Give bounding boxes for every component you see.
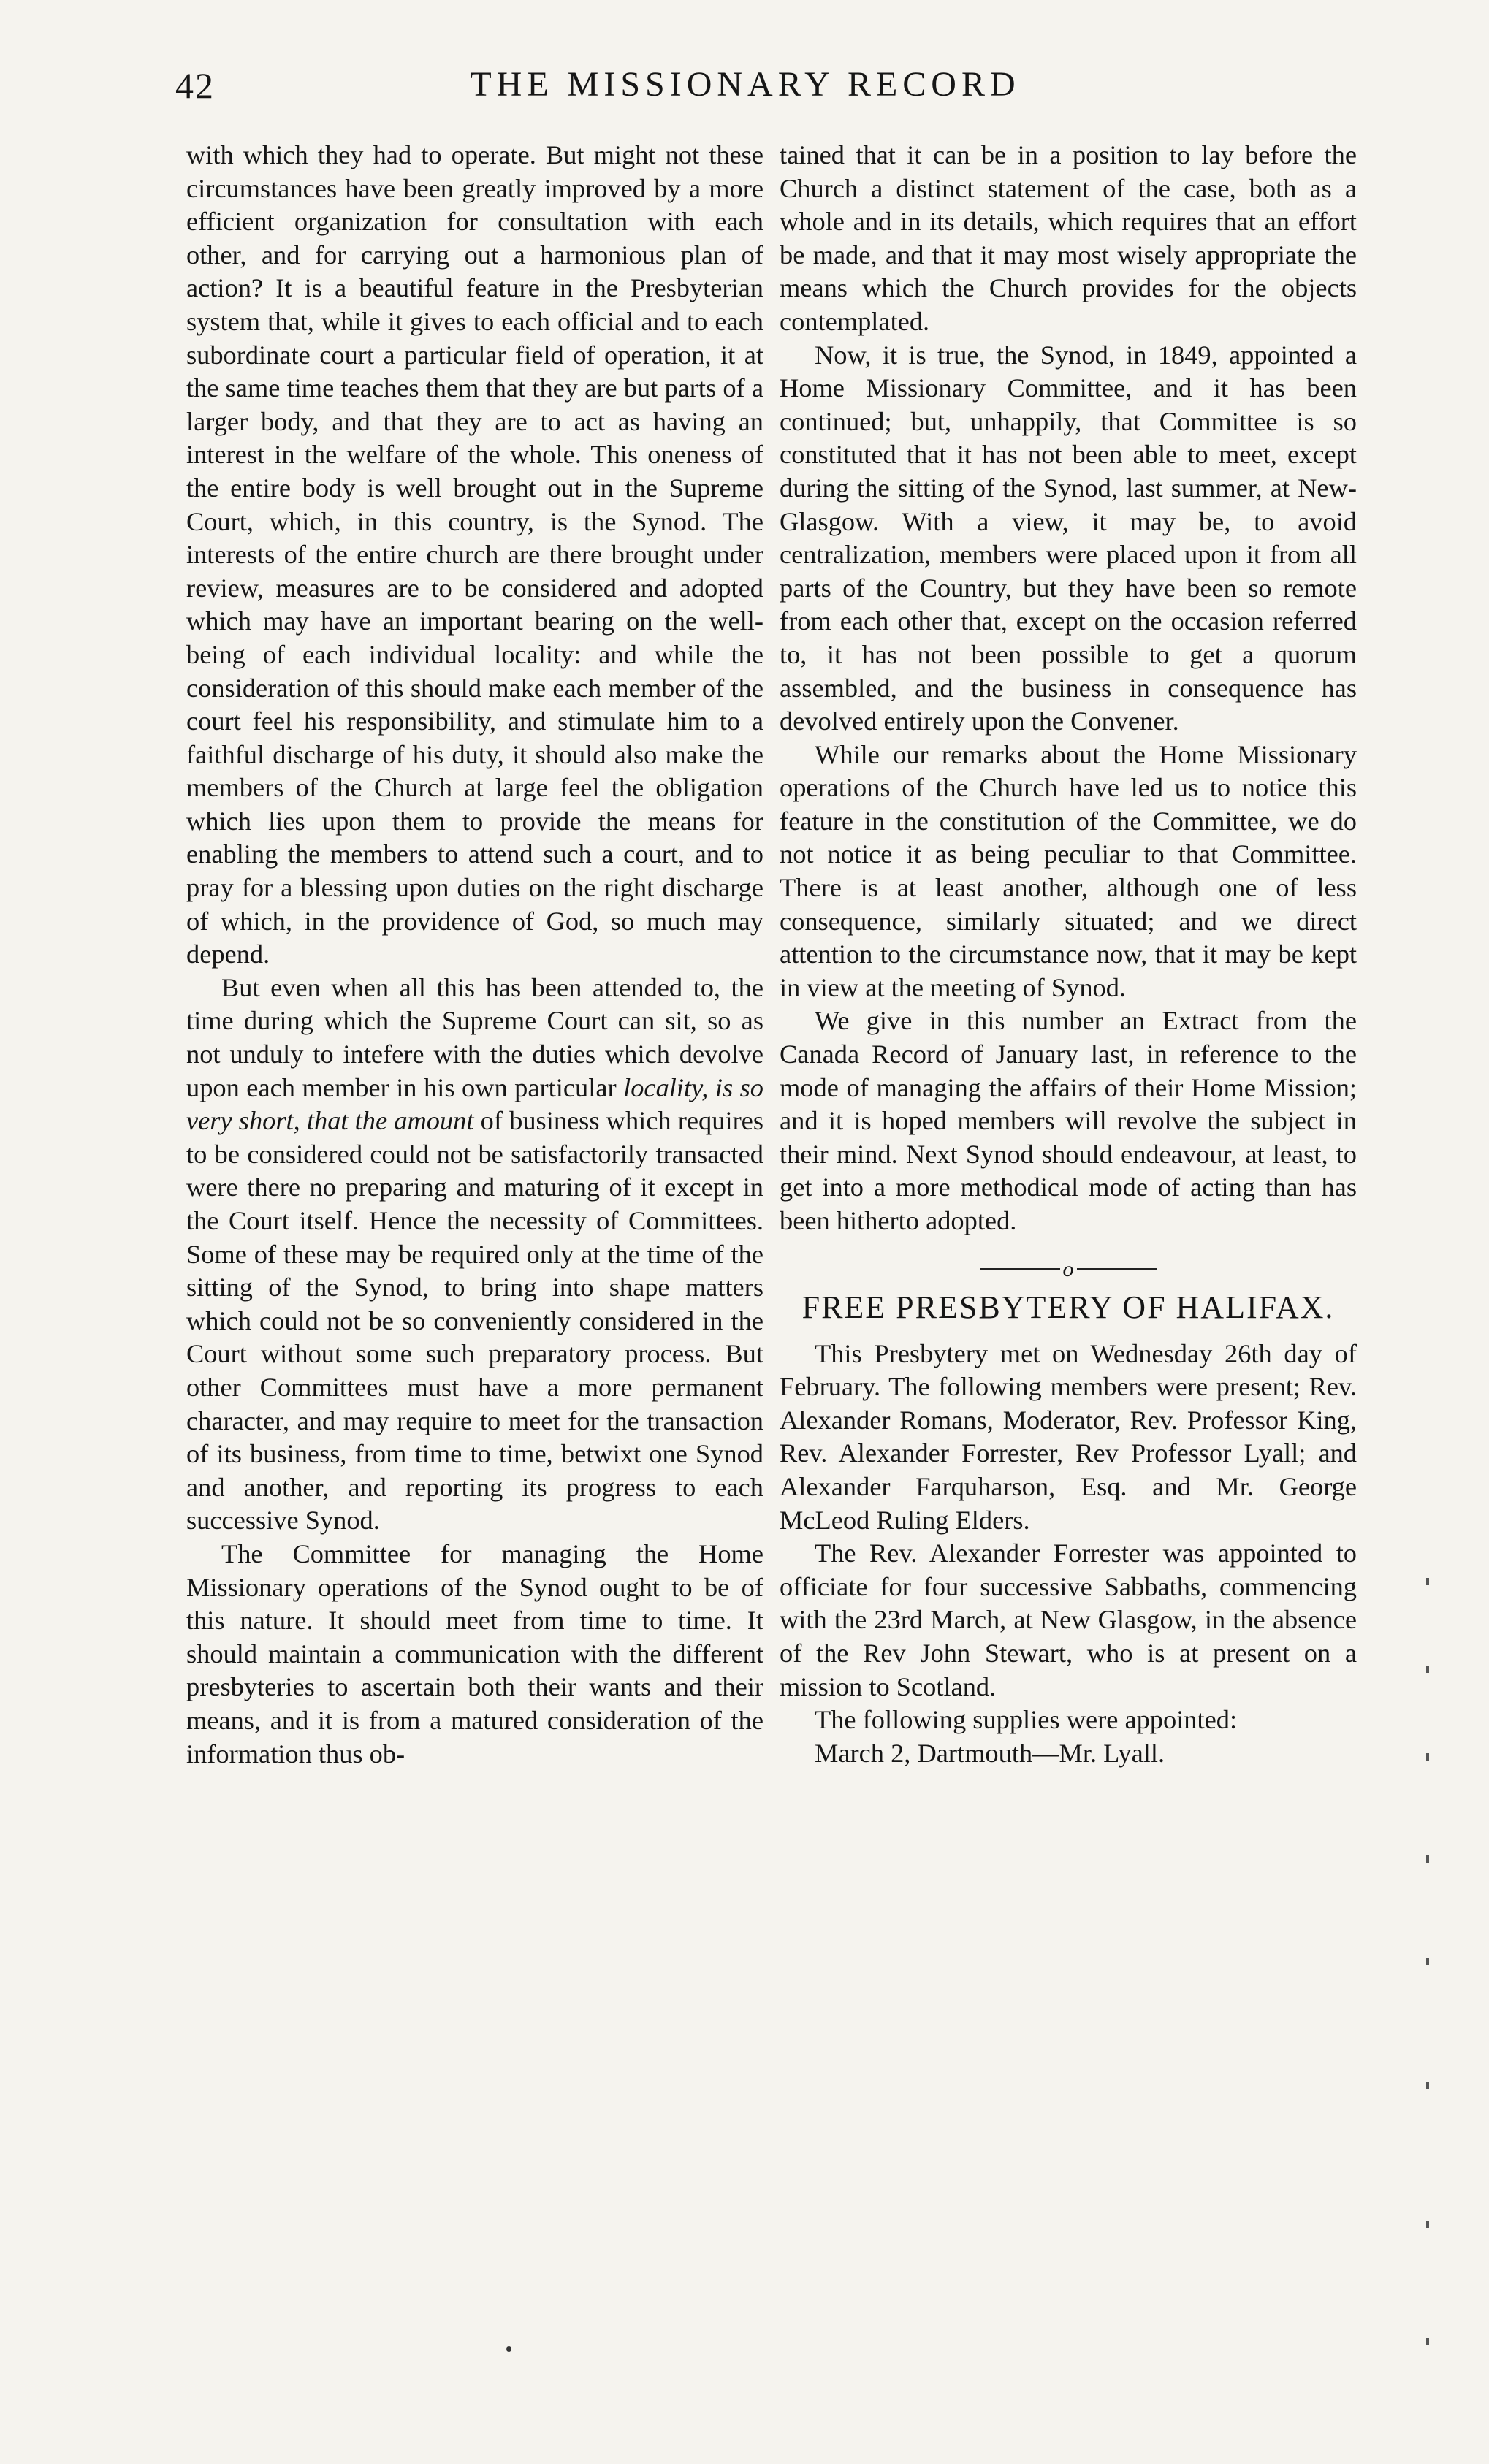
right-paragraph-1: tained that it can be in a position to lay before the Church a distinct statement of the case, both as a whole and in its details, which requires that an effort be made, and that it may most wisely appropriate the means which the Church provides for the objects contemplated.: [780, 140, 1357, 336]
separator-line-right: [1077, 1268, 1157, 1270]
section-paragraph-1: This Presbytery met on Wednesday 26th day of February. The following members were present; Rev. Alexander Romans, Moderator, Rev. Professor King, Rev. Alexander Forrester, Rev Professor Lyall; and Alexander Farquharson, Esq. and Mr. George McLeod Ruling Elders.: [780, 1338, 1357, 1535]
speck: [1426, 1753, 1429, 1761]
section-paragraph-3: The following supplies were appointed:: [815, 1705, 1238, 1735]
left-paragraph-3: The Committee for managing the Home Missionary operations of the Synod ought to be of this nature. It should meet from time to time. It should maintain a communication with the different presbyteries to ascertain both their wants and their means, and it is from a matured consideration of the information thus ob-: [186, 1538, 763, 1769]
speck: [1426, 2221, 1429, 2228]
right-column: [780, 139, 1357, 1770]
speck: [1426, 2082, 1429, 2089]
section-separator: [780, 1257, 1357, 1281]
speck: [1426, 1855, 1429, 1863]
separator-line-left: [980, 1268, 1060, 1270]
right-paragraph-2: Now, it is true, the Synod, in 1849, appointed a Home Missionary Committee, and it has been continued; but, unhappily, that Committee is so constituted that it has not been able to meet, except during the sitting of the Synod, last summer, at New-Glasgow. With a view, it may be, to avoid centralization, members were placed upon it from all parts of the Country, but they have been so remote from each other that, except on the occasion referred to, it has not been possible to get a quorum assembled, and the business in consequence has devolved entirely upon the Convener.: [780, 340, 1357, 736]
supply-line: March 2, Dartmouth—Mr. Lyall.: [815, 1738, 1165, 1768]
speck: [1426, 1666, 1429, 1673]
page-number: 42: [175, 65, 215, 106]
running-title: THE MISSIONARY RECORD: [470, 65, 1021, 104]
margin-specks: [1426, 1578, 1448, 2381]
left-paragraph-2: [186, 972, 763, 1538]
separator-mark: o: [1062, 1256, 1074, 1281]
left-paragraph-1: with which they had to operate. But might not these circumstances have been greatly improved by a more efficient organization for consultation with each other, and for carrying out a harmonious plan of action? It is a beautiful feature in the Presbyterian system that, while it gives to each official and to each subordinate court a particular field of operation, it at the same time teaches them that they are but parts of a larger body, and that they are to act as having an interest in the welfare of the whole. This oneness of the entire body is well brought out in the Supreme Court, which, in this country, is the Synod. The interests of the entire church are there brought under review, measures are to be considered and adopted which may have an important bearing on the well-being of each individual locality: and while the consideration of this should make each member of the court feel his responsibility, and stimulate him to a faithful discharge of his duty, it should also make the members of the Church at large feel the obligation which lies upon them to provide the means for enabling the members to attend such a court, and to pray for a blessing upon duties on the right discharge of which, in the providence of God, so much may depend.: [186, 140, 763, 969]
section-paragraph-2: The Rev. Alexander Forrester was appointed to officiate for four successive Sabbaths, commencing with the 23rd March, at New Glasgow, in the absence of the Rev John Stewart, who is at present on a mission to Scotland.: [780, 1538, 1357, 1701]
left-paragraph-2-end: of business which requires to be considered could not be satisfactorily transacted were there no preparing and maturing of it except in the Court itself. Hence the necessity of Committees. Some of these may be required only at the time of the sitting of the Synod, to bring into shape matters which could not be so conveniently considered in the Court without some such preparatory process. But other Committees must have a more permanent character, and may require to meet for the transaction of its business, from time to time, betwixt one Synod and another, and reporting its progress to each successive Synod.: [186, 1106, 763, 1536]
right-paragraph-4: We give in this number an Extract from the Canada Record of January last, in reference to the mode of managing the affairs of their Home Mission; and it is hoped members will revolve the subject in their mind. Next Synod should endeavour, at least, to get into a more methodical mode of acting than has been hitherto adopted.: [780, 1006, 1357, 1235]
speck: [1426, 2338, 1429, 2345]
left-paragraph-2-italic: locality, is so very short, that the amount: [186, 1072, 763, 1136]
left-column: [186, 139, 763, 1771]
speck: [1426, 1578, 1429, 1585]
speck: [1426, 1958, 1429, 1965]
section-heading: FREE PRESBYTERY OF HALIFAX.: [801, 1289, 1335, 1325]
page-header: [175, 64, 1315, 115]
left-paragraph-2-start: But even when all this has been attended to, the time during which the Supreme Court can sit, so as not unduly to intefere with the duties which devolve upon each member in his own particular: [186, 972, 763, 1102]
bottom-dot: [506, 2346, 511, 2352]
right-paragraph-3: While our remarks about the Home Missionary operations of the Church have led us to notice this feature in the constitution of the Committee, we do not notice it as being peculiar to that Committee. There is at least another, although one of less consequence, similarly situated; and we direct attention to the circumstance now, that it may be kept in view at the meeting of Synod.: [780, 739, 1357, 1002]
